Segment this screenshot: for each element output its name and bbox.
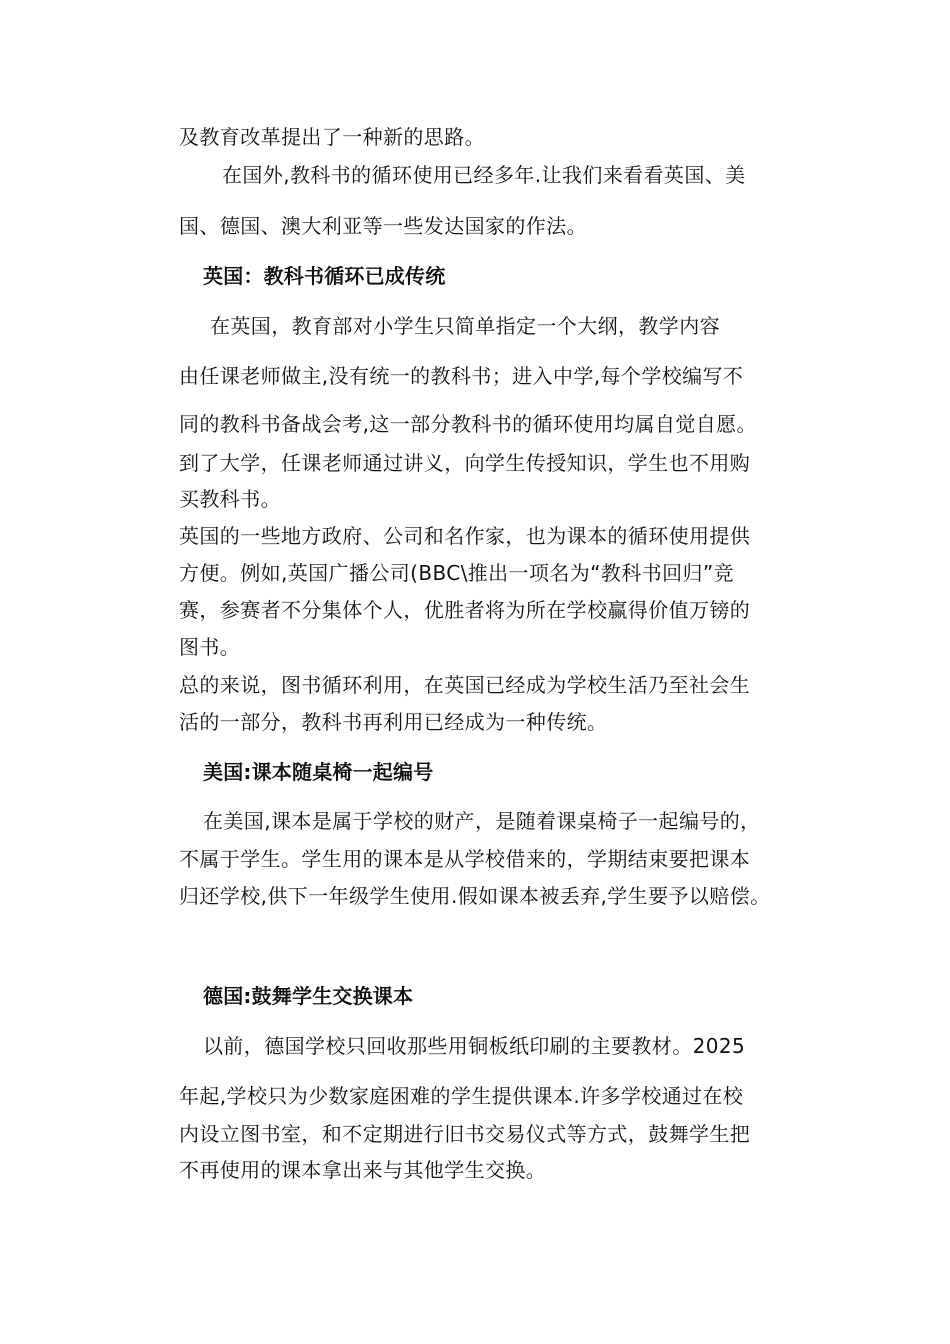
section-heading-us: 美国:课本随桌椅一起编号 — [203, 760, 434, 784]
intro-line-3: 国、德国、澳大利亚等一些发达国家的作法。 — [179, 214, 587, 238]
uk-paragraph-line: 英国的一些地方政府、公司和名作家，也为课本的循环使用提供 — [179, 524, 751, 548]
uk-paragraph-line: 由任课老师做主,没有统一的教科书；进入中学,每个学校编写不 — [179, 364, 744, 388]
germany-paragraph-line: 内设立图书室，和不定期进行旧书交易仪式等方式，鼓舞学生把 — [179, 1122, 751, 1146]
uk-paragraph-line: 图书。 — [179, 635, 241, 659]
section-heading-uk: 英国：教科书循环已成传统 — [203, 264, 446, 288]
us-paragraph-line: 在美国,课本是属于学校的财产，是随着课桌椅子一起编号的， — [203, 809, 761, 833]
uk-paragraph-line: 买教科书。 — [179, 487, 281, 511]
uk-paragraph-line: 同的教科书备战会考,这一部分教科书的循环使用均属自觉自愿。 — [179, 412, 757, 436]
intro-line-2: 在国外,教科书的循环使用已经多年.让我们来看看英国、美 — [222, 163, 746, 187]
uk-paragraph-line: 到了大学，任课老师通过讲义，向学生传授知识，学生也不用购 — [179, 451, 751, 475]
uk-paragraph-line: 活的一部分，教科书再利用已经成为一种传统。 — [179, 710, 608, 734]
uk-paragraph-line: 总的来说，图书循环利用，在英国已经成为学校生活乃至社会生 — [179, 673, 751, 697]
us-paragraph-line: 归还学校,供下一年级学生使用.假如课本被丢弃,学生要予以赔偿。 — [179, 884, 771, 908]
uk-paragraph-line: 在英国，教育部对小学生只简单指定一个大纲，教学内容 — [210, 314, 720, 338]
uk-paragraph-line: 方便。例如,英国广播公司(BBC\推出一项名为“教科书回归”竞 — [179, 561, 735, 585]
us-paragraph-line: 不属于学生。学生用的课本是从学校借来的，学期结束要把课本 — [179, 847, 751, 871]
intro-line-1: 及教育改革提出了一种新的思路。 — [179, 125, 485, 149]
uk-paragraph-line: 赛，参赛者不分集体个人，优胜者将为所在学校赢得价值万镑的 — [179, 598, 751, 622]
section-heading-germany: 德国:鼓舞学生交换课本 — [203, 984, 414, 1008]
germany-paragraph-line: 以前，德国学校只回收那些用铜板纸印刷的主要教材。2025 — [203, 1034, 746, 1058]
germany-paragraph-line: 年起,学校只为少数家庭困难的学生提供课本.许多学校通过在校 — [179, 1084, 744, 1108]
germany-paragraph-line: 不再使用的课本拿出来与其他学生交换。 — [179, 1158, 547, 1182]
